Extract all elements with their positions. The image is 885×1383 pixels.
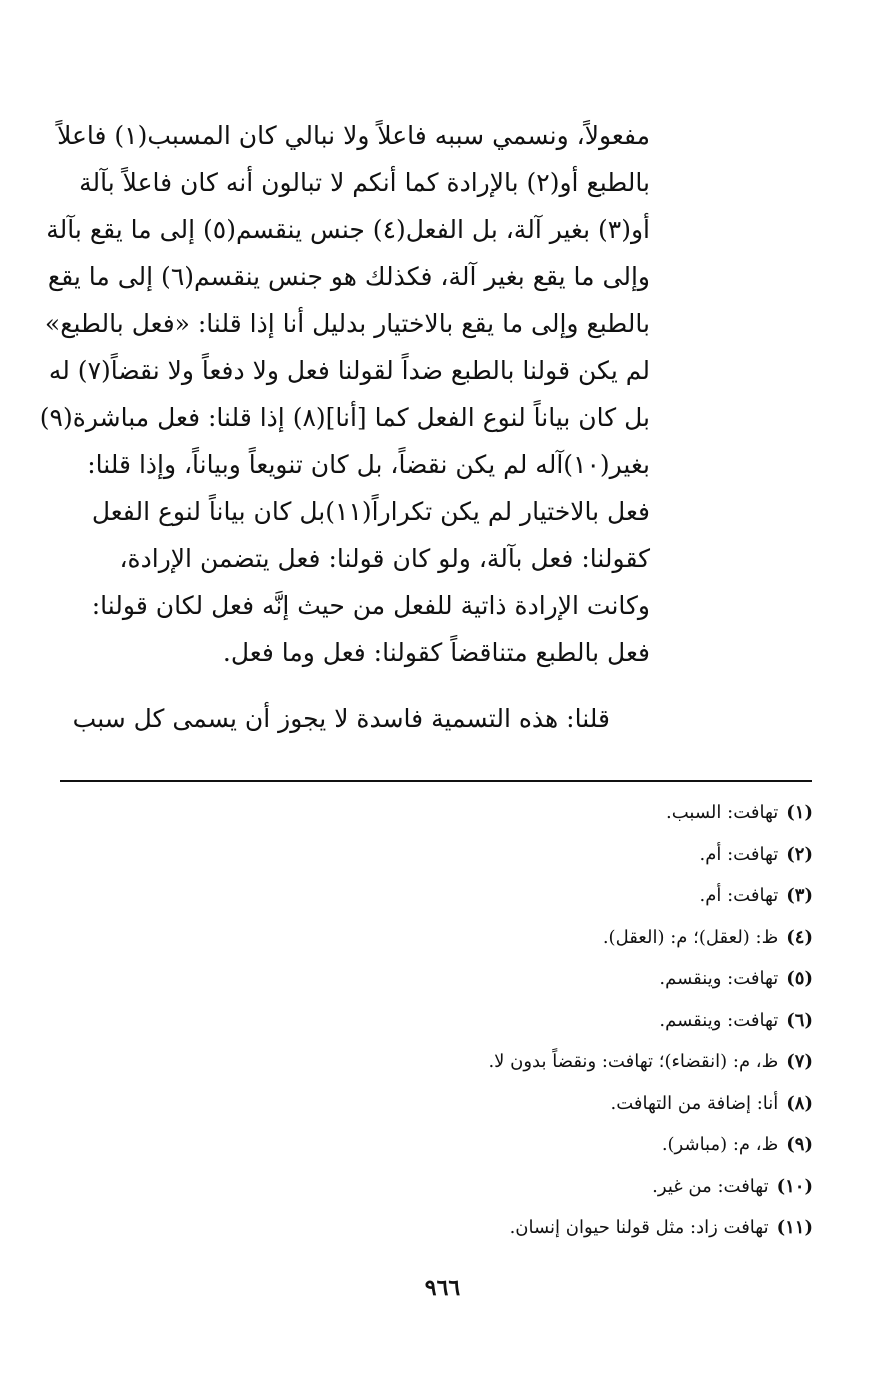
footnote-item: [113, 958, 813, 1000]
footnotes-list: [113, 792, 813, 1249]
footnote-text: تهافت: السبب.: [666, 802, 779, 823]
footnote-item: [113, 1207, 813, 1249]
footnote-text: تهافت: من غير.: [652, 1175, 769, 1197]
footnote-item: [113, 1166, 813, 1208]
footnote-text: تهافت: أم.: [699, 885, 779, 906]
text-line: فعل بالاختيار لم يكن تكراراً(١١)بل كان بياناً لنوع الفعل: [91, 497, 650, 526]
text-line: وكانت الإرادة ذاتية للفعل من حيث إنَّه فعل لكان قولنا:: [91, 591, 650, 620]
footnote-divider: [60, 780, 812, 782]
footnote-number: (٦): [786, 1009, 813, 1031]
text-line: بالطبع وإلى ما يقع بالاختيار بدليل أنا إذا قلنا: «فعل بالطبع»: [44, 309, 650, 338]
text-line: كقولنا: فعل بآلة، ولو كان قولنا: فعل يتضمن الإرادة،: [119, 544, 650, 573]
footnote-item: [113, 834, 813, 876]
text-line: وإلى ما يقع بغير آلة، فكذلك هو جنس ينقسم(٦) إلى ما يقع: [47, 262, 650, 291]
footnote-text: تهافت زاد: مثل قولنا حيوان إنسان.: [509, 1217, 769, 1238]
footnote-text: ظ: (لعقل)؛ م: (العقل).: [602, 926, 779, 948]
footnote-number: (٩): [786, 1134, 813, 1155]
footnote-item: [113, 1083, 813, 1125]
footnote-item: [113, 917, 813, 959]
footnote-number: (٧): [786, 1051, 813, 1072]
footnote-number: (١٠): [776, 1175, 813, 1197]
main-text-paragraph: [39, 112, 650, 676]
footnote-number: (١): [786, 802, 813, 823]
footnote-item: [113, 1124, 813, 1166]
footnote-number: (٥): [786, 968, 813, 989]
text-line: لم يكن قولنا بالطبع ضداً لقولنا فعل ولا دفعاً ولا نقضاً(٧) له: [48, 356, 650, 385]
footnote-item: [113, 792, 813, 834]
footnote-number: (٨): [786, 1092, 813, 1114]
footnote-number: (٢): [786, 843, 813, 865]
footnote-number: (٤): [786, 926, 813, 948]
text-line: مفعولاً، ونسمي سببه فاعلاً ولا نبالي كان المسبب(١) فاعلاً: [57, 121, 650, 150]
text-line: أو(٣) بغير آلة، بل الفعل(٤) جنس ينقسم(٥) إلى ما يقع بآلة: [46, 215, 650, 244]
footnote-number: (٣): [786, 885, 813, 906]
footnote-item: [113, 1041, 813, 1083]
footnote-text: تهافت: وينقسم.: [659, 1009, 779, 1031]
page-number: ٩٦٦: [424, 1275, 461, 1301]
footnote-text: تهافت: وينقسم.: [659, 968, 779, 989]
footnote-item: [113, 1000, 813, 1042]
footnote-text: أنا: إضافة من التهافت.: [610, 1092, 779, 1114]
footnote-text: ظ، م: (انقضاء)؛ تهافت: ونقضاً بدون لا.: [488, 1051, 779, 1072]
text-line: بالطبع أو(٢) بالإرادة كما أنكم لا تبالون أنه كان فاعلاً بآلة: [79, 168, 650, 197]
footnote-number: (١١): [776, 1217, 813, 1238]
footnote-text: تهافت: أم.: [699, 843, 779, 865]
text-line: بغير(١٠)آله لم يكن نقضاً، بل كان تنويعاً وبياناً، وإذا قلنا:: [87, 450, 650, 479]
second-paragraph: قلنا: هذه التسمية فاسدة لا يجوز أن يسمى كل سبب: [72, 704, 610, 733]
text-line: فعل بالطبع متناقضاً كقولنا: فعل وما فعل.: [222, 638, 650, 667]
footnote-text: ظ، م: (مباشر).: [661, 1134, 779, 1155]
text-line: بل كان بياناً لنوع الفعل كما [أنا](٨) إذا قلنا: فعل مباشرة(٩): [39, 403, 650, 432]
footnote-item: [113, 875, 813, 917]
